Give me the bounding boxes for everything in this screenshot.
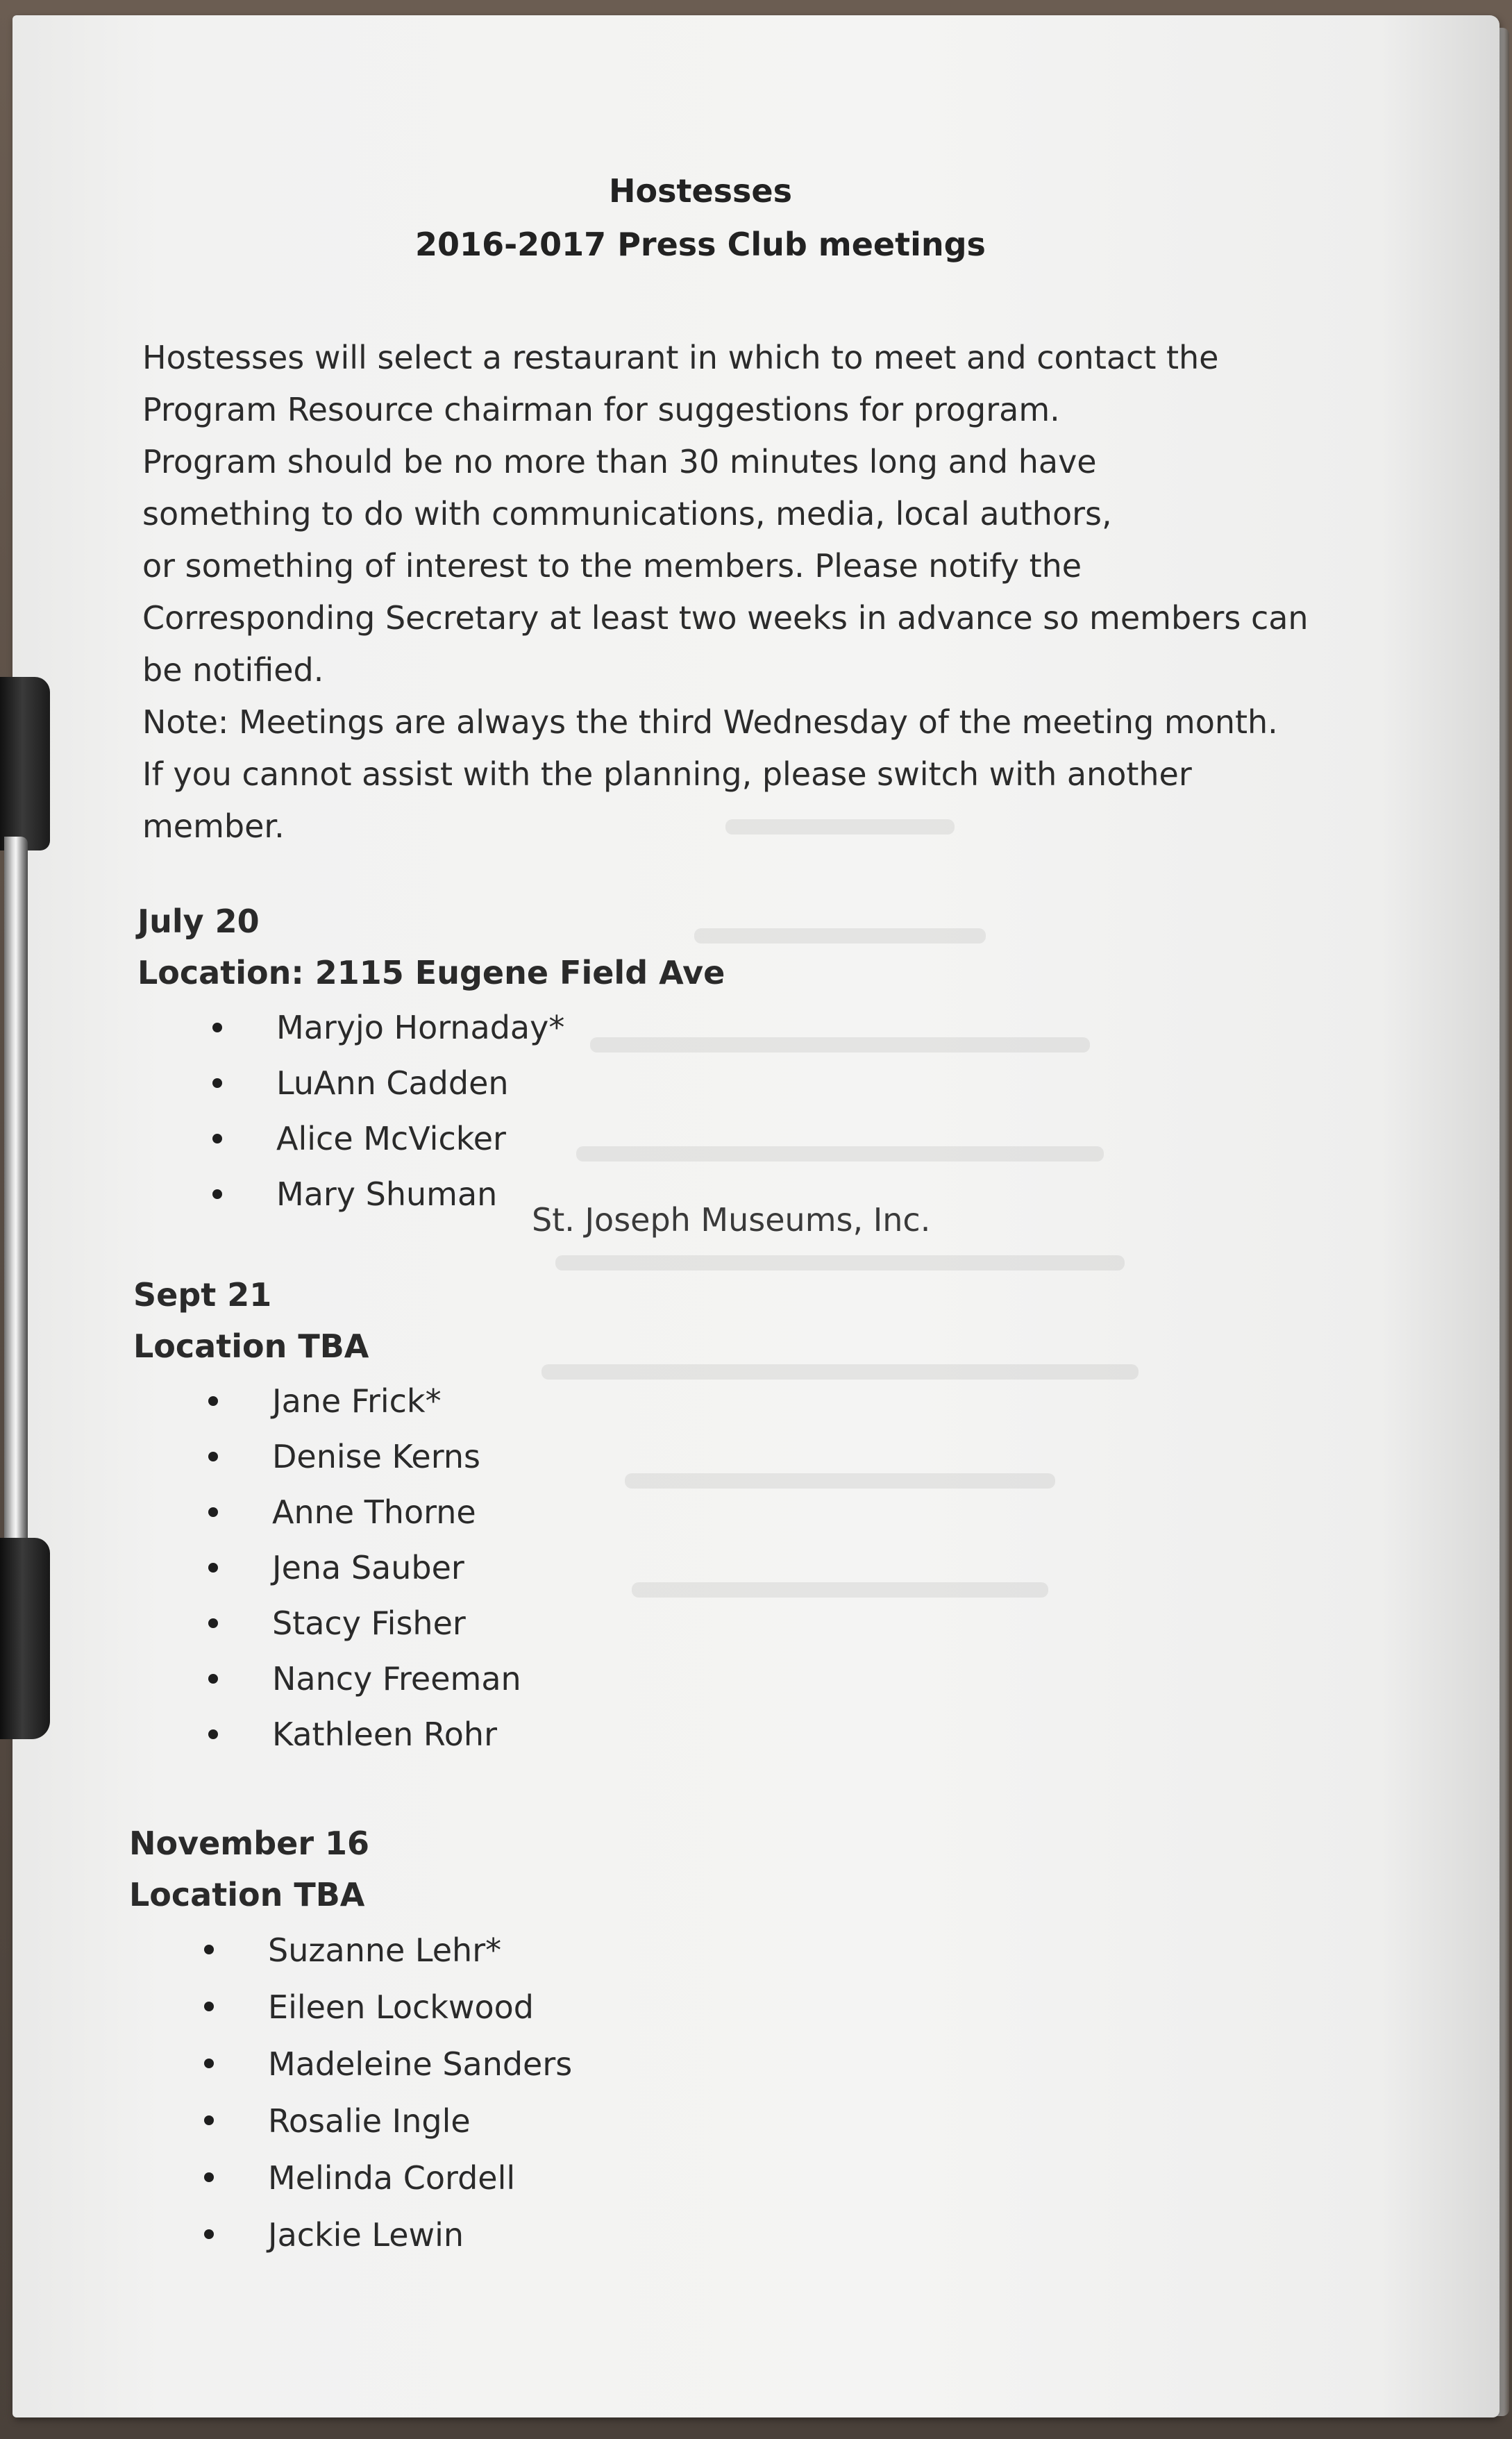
list-item bbox=[133, 1707, 521, 1762]
list-item bbox=[133, 1651, 521, 1707]
hostess-name: Jackie Lewin bbox=[268, 2216, 464, 2254]
meeting-location: Location TBA bbox=[133, 1327, 369, 1365]
page-title: Hostesses bbox=[608, 172, 792, 210]
intro-line: or something of interest to the members. Please notify the bbox=[142, 547, 1082, 585]
list-item bbox=[129, 2149, 572, 2206]
hostess-name: Denise Kerns bbox=[272, 1438, 480, 1475]
hostess-name: LuAnn Cadden bbox=[276, 1064, 509, 1102]
bullet-icon bbox=[208, 1396, 218, 1406]
list-item bbox=[133, 1373, 521, 1429]
hostess-name: Melinda Cordell bbox=[268, 2159, 516, 2197]
hostess-name: Anne Thorne bbox=[272, 1493, 476, 1531]
page-subtitle: 2016-2017 Press Club meetings bbox=[415, 226, 986, 263]
hostess-name: Jane Frick* bbox=[272, 1382, 442, 1420]
list-item bbox=[129, 2036, 572, 2093]
intro-line: If you cannot assist with the planning, please switch with another bbox=[142, 755, 1192, 793]
list-item bbox=[133, 1595, 521, 1651]
list-item bbox=[129, 1922, 572, 1979]
intro-line: something to do with communications, media, local authors, bbox=[142, 495, 1112, 533]
list-item bbox=[133, 1484, 521, 1540]
hostess-name: Rosalie Ingle bbox=[268, 2102, 471, 2140]
bullet-icon bbox=[208, 1618, 218, 1628]
meeting-november bbox=[129, 1818, 572, 2263]
bullet-icon bbox=[208, 1674, 218, 1684]
clip-bottom bbox=[0, 1538, 50, 1739]
hostess-list bbox=[133, 1373, 521, 1762]
list-item bbox=[133, 1429, 521, 1484]
list-item bbox=[129, 1979, 572, 2036]
hostess-name: Madeleine Sanders bbox=[268, 2045, 573, 2083]
intro-line: Note: Meetings are always the third Wednesday of the meeting month. bbox=[142, 703, 1278, 741]
bullet-icon bbox=[204, 1945, 214, 1954]
bullet-icon bbox=[204, 2115, 214, 2125]
list-item bbox=[129, 2206, 572, 2263]
list-item bbox=[129, 2093, 572, 2149]
bullet-icon bbox=[212, 1134, 222, 1143]
bullet-icon bbox=[212, 1189, 222, 1199]
intro-line: Hostesses will select a restaurant in which to meet and contact the bbox=[142, 339, 1219, 376]
intro-line: member. bbox=[142, 807, 285, 845]
meeting-location: Location TBA bbox=[129, 1876, 365, 1913]
meeting-date: July 20 bbox=[137, 903, 260, 940]
hostess-list bbox=[129, 1922, 572, 2263]
binder-clip bbox=[0, 677, 53, 1739]
meeting-location: Location: 2115 Eugene Field Ave bbox=[137, 954, 725, 991]
intro-paragraph bbox=[142, 332, 1413, 853]
bullet-icon bbox=[204, 2059, 214, 2068]
hostess-list bbox=[137, 1000, 725, 1222]
hostess-name: Alice McVicker bbox=[276, 1120, 506, 1157]
bullet-icon bbox=[208, 1729, 218, 1739]
bullet-icon bbox=[212, 1023, 222, 1032]
watermark-text: St. Joseph Museums, Inc. bbox=[532, 1201, 931, 1239]
bullet-icon bbox=[212, 1078, 222, 1088]
bullet-icon bbox=[208, 1507, 218, 1517]
intro-line: Corresponding Secretary at least two weeks in advance so members can bbox=[142, 599, 1309, 637]
intro-line: be notified. bbox=[142, 651, 324, 689]
intro-line: Program should be no more than 30 minutes long and have bbox=[142, 443, 1097, 480]
meeting-date: November 16 bbox=[129, 1825, 370, 1862]
hostess-name: Mary Shuman bbox=[276, 1175, 498, 1213]
intro-line: Program Resource chairman for suggestions for program. bbox=[142, 391, 1060, 428]
bullet-icon bbox=[208, 1563, 218, 1573]
hostess-name: Stacy Fisher bbox=[272, 1604, 466, 1642]
bullet-icon bbox=[208, 1452, 218, 1461]
clip-top bbox=[0, 677, 50, 850]
hostess-name: Kathleen Rohr bbox=[272, 1716, 497, 1753]
hostess-name: Jena Sauber bbox=[272, 1549, 464, 1586]
list-item bbox=[137, 1055, 725, 1111]
list-item bbox=[137, 1111, 725, 1166]
hostess-name: Maryjo Hornaday* bbox=[276, 1009, 565, 1046]
hostess-name: Suzanne Lehr* bbox=[268, 1931, 502, 1969]
meeting-september bbox=[133, 1269, 521, 1762]
hostess-name: Eileen Lockwood bbox=[268, 1988, 535, 2026]
bullet-icon bbox=[204, 2172, 214, 2182]
list-item bbox=[137, 1000, 725, 1055]
clip-wire bbox=[4, 837, 28, 1559]
meeting-date: Sept 21 bbox=[133, 1276, 272, 1314]
bullet-icon bbox=[204, 2002, 214, 2011]
list-item bbox=[133, 1540, 521, 1595]
hostess-name: Nancy Freeman bbox=[272, 1660, 521, 1698]
bullet-icon bbox=[204, 2229, 214, 2239]
meeting-july bbox=[137, 896, 725, 1222]
